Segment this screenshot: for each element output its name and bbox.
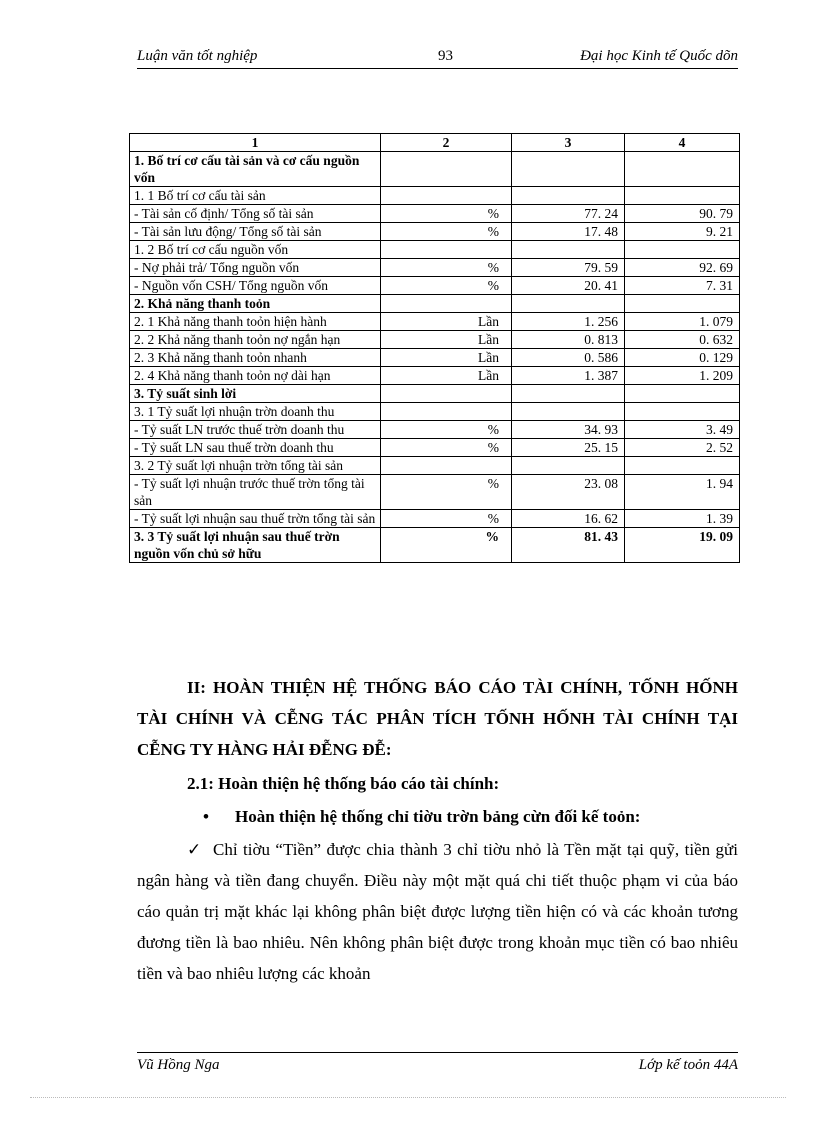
row-value-col4: 7. 31 <box>625 277 740 295</box>
row-unit: % <box>381 421 512 439</box>
row-label: 1. 2 Bố trí cơ cấu nguồn vốn <box>130 241 381 259</box>
row-unit <box>381 187 512 205</box>
table-row <box>130 421 740 439</box>
row-value-col3: 25. 15 <box>512 439 625 457</box>
header-university: Đại học Kinh tế Quốc dõn <box>580 48 738 64</box>
page-number: 93 <box>438 48 453 64</box>
table-row <box>130 510 740 528</box>
row-value-col3: 0. 813 <box>512 331 625 349</box>
row-label: - Tài sản lưu động/ Tổng số tài sản <box>130 223 381 241</box>
row-value-col4: 90. 79 <box>625 205 740 223</box>
page-header <box>137 48 738 69</box>
row-value-col3 <box>512 152 625 187</box>
table-row <box>130 385 740 403</box>
table-row <box>130 475 740 510</box>
row-unit: Lần <box>381 349 512 367</box>
table-row <box>130 259 740 277</box>
row-label: - Tỷ suất lợi nhuận sau thuế trờn tổng tài sản <box>130 510 381 528</box>
column-header-4: 4 <box>625 134 740 152</box>
row-value-col4: 0. 129 <box>625 349 740 367</box>
row-value-col4: 1. 079 <box>625 313 740 331</box>
financial-ratios-table <box>129 133 740 563</box>
row-value-col4: 1. 209 <box>625 367 740 385</box>
row-value-col4: 1. 94 <box>625 475 740 510</box>
row-label: - Nguồn vốn CSH/ Tổng nguồn vốn <box>130 277 381 295</box>
bullet-text: Hoàn thiện hệ thống chỉ tiờu trờn bảng cừn đối kế toỏn: <box>235 807 641 826</box>
row-value-col4 <box>625 457 740 475</box>
table-row <box>130 205 740 223</box>
row-value-col3: 20. 41 <box>512 277 625 295</box>
page-footer <box>137 1052 738 1077</box>
column-header-2: 2 <box>381 134 512 152</box>
bullet-item <box>203 802 738 832</box>
row-unit: % <box>381 223 512 241</box>
row-value-col3 <box>512 241 625 259</box>
body-paragraph <box>137 834 738 989</box>
row-label: 2. 2 Khả năng thanh toỏn nợ ngắn hạn <box>130 331 381 349</box>
financial-ratios-table-body <box>130 134 740 563</box>
table-row <box>130 457 740 475</box>
row-value-col4 <box>625 403 740 421</box>
row-value-col3: 16. 62 <box>512 510 625 528</box>
section-heading: II: HOÀN THIỆN HỆ THỐNG BÁO CÁO TÀI CHÍNH, TỐNH HỐNH TÀI CHÍNH VÀ CỄNG TÁC PHÂN TÍCH TỐNH HỐNH TÀI CHÍNH TẠI CỄNG TY HÀNG HẢI ĐỄNG ĐỄ: <box>137 678 738 759</box>
row-label: - Nợ phải trả/ Tổng nguồn vốn <box>130 259 381 277</box>
row-unit: % <box>381 510 512 528</box>
row-value-col4: 1. 39 <box>625 510 740 528</box>
row-label: 2. 3 Khả năng thanh toỏn nhanh <box>130 349 381 367</box>
row-unit <box>381 457 512 475</box>
table-row <box>130 241 740 259</box>
table-row <box>130 277 740 295</box>
row-unit <box>381 295 512 313</box>
row-value-col3 <box>512 457 625 475</box>
row-value-col4 <box>625 295 740 313</box>
table-row <box>130 223 740 241</box>
row-label: - Tỷ suất LN sau thuế trờn doanh thu <box>130 439 381 457</box>
row-label: 3. 1 Tỷ suất lợi nhuận trờn doanh thu <box>130 403 381 421</box>
bullet-icon: • <box>203 807 209 826</box>
row-label: 2. 4 Khả năng thanh toỏn nợ dài hạn <box>130 367 381 385</box>
row-label: - Tài sản cố định/ Tổng số tài sản <box>130 205 381 223</box>
row-value-col3 <box>512 187 625 205</box>
footer-author: Vũ Hồng Nga <box>137 1057 220 1073</box>
row-unit <box>381 385 512 403</box>
row-value-col4 <box>625 187 740 205</box>
row-value-col4: 92. 69 <box>625 259 740 277</box>
row-label: 3. Tỷ suất sinh lời <box>130 385 381 403</box>
row-value-col4: 19. 09 <box>625 528 740 563</box>
row-unit: % <box>381 259 512 277</box>
column-header-1: 1 <box>130 134 381 152</box>
row-value-col4: 3. 49 <box>625 421 740 439</box>
row-value-col3 <box>512 385 625 403</box>
row-value-col3: 81. 43 <box>512 528 625 563</box>
paragraph-text: Chỉ tiờu “Tiền” được chia thành 3 chỉ tiờu nhỏ là Tền mặt tại quỹ, tiền gửi ngân hàng và tiền đang chuyển. Điều này một mặt quá chi tiết thuộc phạm vi của báo cáo quản trị mặt khác lại không phân biệt được lượng tiền hiện có và các khoản tương đương tiền là bao nhiêu. Nên không phân biệt được trong khoản mục tiền có bao nhiêu tiền và bao nhiêu lượng các khoản <box>137 840 738 983</box>
checkmark-icon: ✓ <box>187 840 202 859</box>
table-row <box>130 349 740 367</box>
row-unit: % <box>381 205 512 223</box>
row-value-col4 <box>625 152 740 187</box>
row-label: 1. 1 Bố trí cơ cấu tài sản <box>130 187 381 205</box>
table-row <box>130 367 740 385</box>
table-row <box>130 439 740 457</box>
row-value-col3: 1. 256 <box>512 313 625 331</box>
row-label: - Tỷ suất lợi nhuận trước thuế trờn tổng tài sản <box>130 475 381 510</box>
row-unit: Lần <box>381 313 512 331</box>
row-label: 1. Bố trí cơ cấu tài sản và cơ cấu nguồn vốn <box>130 152 381 187</box>
table-row <box>130 295 740 313</box>
row-value-col4 <box>625 385 740 403</box>
row-value-col4: 2. 52 <box>625 439 740 457</box>
body-text <box>137 672 738 989</box>
row-label: 2. Khả năng thanh toỏn <box>130 295 381 313</box>
row-value-col3: 77. 24 <box>512 205 625 223</box>
row-value-col3 <box>512 403 625 421</box>
row-value-col3: 79. 59 <box>512 259 625 277</box>
header-thesis-label: Luận văn tốt nghiệp <box>137 48 258 64</box>
table-row <box>130 187 740 205</box>
row-value-col4 <box>625 241 740 259</box>
row-label: 3. 2 Tỷ suất lợi nhuận trờn tổng tài sản <box>130 457 381 475</box>
row-value-col4: 0. 632 <box>625 331 740 349</box>
row-unit <box>381 152 512 187</box>
row-value-col3: 1. 387 <box>512 367 625 385</box>
row-label: 2. 1 Khả năng thanh toỏn hiện hành <box>130 313 381 331</box>
page-edge-divider <box>30 1097 786 1098</box>
footer-class: Lớp kế toỏn 44A <box>638 1057 738 1073</box>
row-unit: % <box>381 475 512 510</box>
table-row <box>130 313 740 331</box>
row-value-col3: 23. 08 <box>512 475 625 510</box>
table-row <box>130 528 740 563</box>
row-value-col3 <box>512 295 625 313</box>
row-unit <box>381 403 512 421</box>
row-label: 3. 3 Tỷ suất lợi nhuận sau thuế trờn nguồn vốn chủ sở hữu <box>130 528 381 563</box>
row-unit: % <box>381 277 512 295</box>
table-row <box>130 403 740 421</box>
row-unit: Lần <box>381 331 512 349</box>
table-row <box>130 331 740 349</box>
row-value-col3: 34. 93 <box>512 421 625 439</box>
row-label: - Tỷ suất LN trước thuế trờn doanh thu <box>130 421 381 439</box>
row-unit: Lần <box>381 367 512 385</box>
row-value-col4: 9. 21 <box>625 223 740 241</box>
row-unit <box>381 241 512 259</box>
row-unit: % <box>381 528 512 563</box>
subsection-heading: 2.1: Hoàn thiện hệ thống báo cáo tài chính: <box>187 774 500 793</box>
row-unit: % <box>381 439 512 457</box>
table-header-row <box>130 134 740 152</box>
table-row <box>130 152 740 187</box>
row-value-col3: 0. 586 <box>512 349 625 367</box>
row-value-col3: 17. 48 <box>512 223 625 241</box>
column-header-3: 3 <box>512 134 625 152</box>
